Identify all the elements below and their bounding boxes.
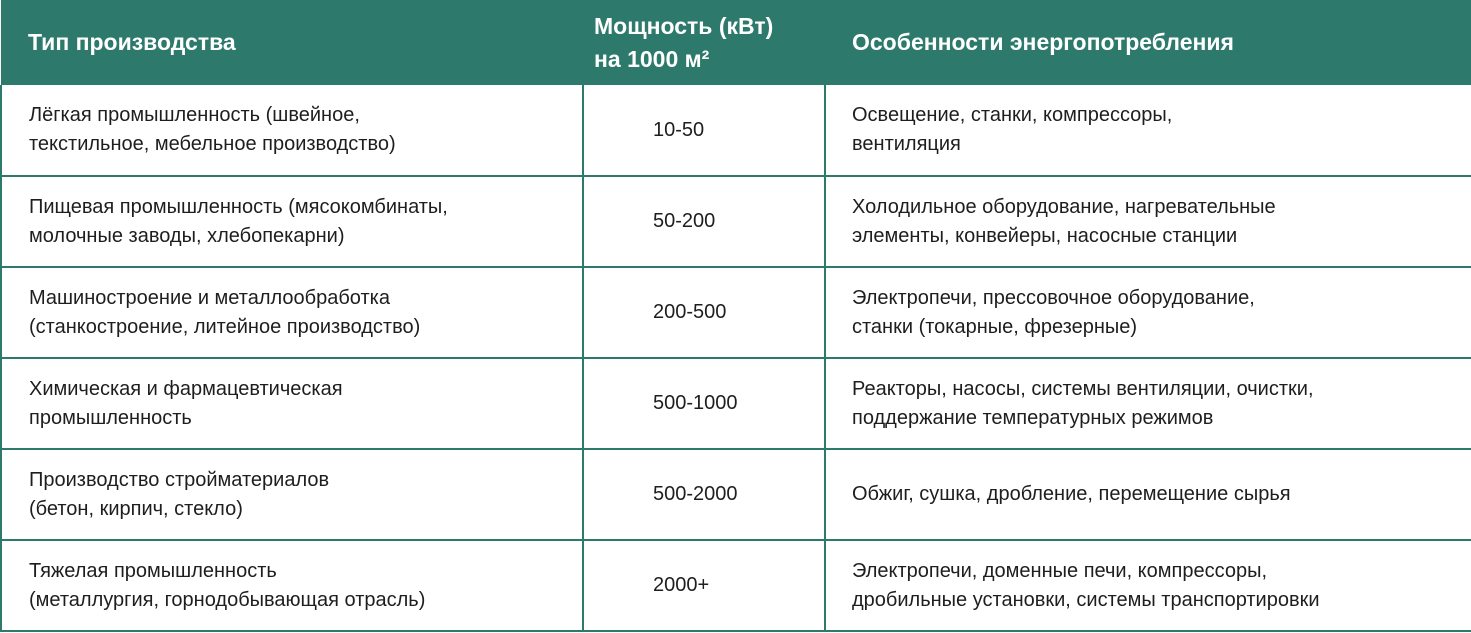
cell-production-type: Химическая и фармацевтическая промышленность — [1, 358, 583, 449]
cell-features: Реакторы, насосы, системы вентиляции, очистки, поддержание температурных режимов — [825, 358, 1471, 449]
header-production-type: Тип производства — [1, 0, 583, 85]
cell-features: Электропечи, прессовочное оборудование, станки (токарные, фрезерные) — [825, 267, 1471, 358]
cell-production-type: Производство стройматериалов (бетон, кирпич, стекло) — [1, 449, 583, 540]
table-row — [1, 85, 1471, 176]
cell-production-type: Машиностроение и металлообработка (станкостроение, литейное производство) — [1, 267, 583, 358]
cell-power: 50-200 — [583, 176, 825, 267]
header-power: Мощность (кВт) на 1000 м² — [583, 0, 825, 85]
cell-features: Электропечи, доменные печи, компрессоры, дробильные установки, системы транспортировки — [825, 540, 1471, 631]
table-header — [1, 0, 1471, 85]
table-row — [1, 540, 1471, 631]
table-body — [1, 85, 1471, 631]
cell-features: Обжиг, сушка, дробление, перемещение сырья — [825, 449, 1471, 540]
table-row — [1, 449, 1471, 540]
cell-production-type: Лёгкая промышленность (швейное, текстильное, мебельное производство) — [1, 85, 583, 176]
cell-features: Освещение, станки, компрессоры, вентиляция — [825, 85, 1471, 176]
header-row — [1, 0, 1471, 85]
cell-power: 200-500 — [583, 267, 825, 358]
cell-features: Холодильное оборудование, нагревательные элементы, конвейеры, насосные станции — [825, 176, 1471, 267]
cell-production-type: Пищевая промышленность (мясокомбинаты, молочные заводы, хлебопекарни) — [1, 176, 583, 267]
table-row — [1, 267, 1471, 358]
cell-power: 500-1000 — [583, 358, 825, 449]
cell-power: 10-50 — [583, 85, 825, 176]
cell-production-type: Тяжелая промышленность (металлургия, горнодобывающая отрасль) — [1, 540, 583, 631]
table-row — [1, 358, 1471, 449]
table-row — [1, 176, 1471, 267]
cell-power: 2000+ — [583, 540, 825, 631]
cell-power: 500-2000 — [583, 449, 825, 540]
header-features: Особенности энергопотребления — [825, 0, 1471, 85]
